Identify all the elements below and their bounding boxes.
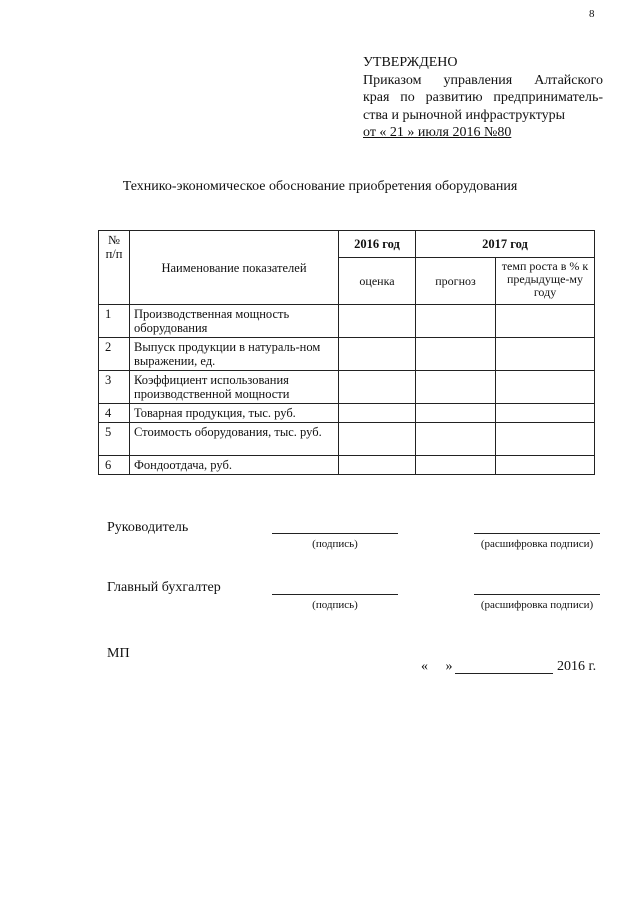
head-label: Руководитель [107, 520, 189, 535]
header-name: Наименование показателей [130, 231, 339, 305]
head-signature-hint: (подпись) [312, 538, 358, 550]
date-quotes: « » [421, 659, 453, 674]
table-row [99, 371, 595, 404]
cell-forecast[interactable] [416, 404, 496, 423]
row-name: Товарная продукция, тыс. руб. [130, 404, 339, 423]
document-title: Технико-экономическое обоснование приобретения оборудования [122, 179, 518, 194]
date-year: 2016 г. [557, 659, 597, 674]
date-line[interactable] [455, 673, 553, 674]
row-name: Фондоотдача, руб. [130, 456, 339, 475]
approval-order-date: от « 21 » июля 2016 №80 [363, 125, 512, 140]
cell-growth[interactable] [496, 456, 595, 475]
header-forecast: прогноз [416, 258, 496, 305]
table-row [99, 404, 595, 423]
table-row [99, 456, 595, 475]
cell-growth[interactable] [496, 404, 595, 423]
accountant-signature-line[interactable] [272, 594, 398, 595]
header-2016: 2016 год [339, 231, 416, 258]
cell-estimate[interactable] [339, 338, 416, 371]
row-num: 5 [99, 423, 130, 456]
approval-line-2: края по развитию предприниматель- [363, 90, 603, 105]
head-decoding-line[interactable] [474, 533, 600, 534]
head-signature-line[interactable] [272, 533, 398, 534]
approval-heading: УТВЕРЖДЕНО [363, 55, 458, 70]
accountant-decoding-hint: (расшифровка подписи) [480, 599, 594, 611]
header-estimate: оценка [339, 258, 416, 305]
row-name: Выпуск продукции в натураль-ном выражении, ед. [130, 338, 339, 371]
cell-estimate[interactable] [339, 456, 416, 475]
row-name: Стоимость оборудования, тыс. руб. [130, 423, 339, 456]
row-num: 3 [99, 371, 130, 404]
accountant-decoding-line[interactable] [474, 594, 600, 595]
header-growth: темп роста в % к предыдуще-му году [496, 258, 595, 305]
table-header-row [99, 231, 595, 258]
cell-estimate[interactable] [339, 404, 416, 423]
page-number: 8 [589, 8, 595, 20]
row-num: 6 [99, 456, 130, 475]
cell-forecast[interactable] [416, 305, 496, 338]
row-num: 4 [99, 404, 130, 423]
header-num: № п/п [99, 231, 130, 305]
stamp-label: МП [107, 646, 130, 661]
head-decoding-hint: (расшифровка подписи) [480, 538, 594, 550]
header-2017: 2017 год [416, 231, 595, 258]
row-num: 1 [99, 305, 130, 338]
cell-forecast[interactable] [416, 371, 496, 404]
cell-forecast[interactable] [416, 338, 496, 371]
approval-line-3: ства и рыночной инфраструктуры [363, 107, 566, 123]
cell-estimate[interactable] [339, 305, 416, 338]
cell-estimate[interactable] [339, 423, 416, 456]
table-row [99, 423, 595, 456]
row-num: 2 [99, 338, 130, 371]
accountant-label: Главный бухгалтер [107, 580, 221, 595]
accountant-signature-hint: (подпись) [312, 599, 358, 611]
cell-growth[interactable] [496, 305, 595, 338]
cell-growth[interactable] [496, 371, 595, 404]
cell-growth[interactable] [496, 338, 595, 371]
cell-forecast[interactable] [416, 456, 496, 475]
approval-line-1: Приказом управления Алтайского [363, 72, 603, 88]
table-row [99, 338, 595, 371]
cell-estimate[interactable] [339, 371, 416, 404]
cell-growth[interactable] [496, 423, 595, 456]
approval-block [363, 54, 603, 142]
row-name: Производственная мощность оборудования [130, 305, 339, 338]
row-name: Коэффициент использования производственной мощности [130, 371, 339, 404]
indicators-table [98, 230, 595, 475]
cell-forecast[interactable] [416, 423, 496, 456]
table-row [99, 305, 595, 338]
